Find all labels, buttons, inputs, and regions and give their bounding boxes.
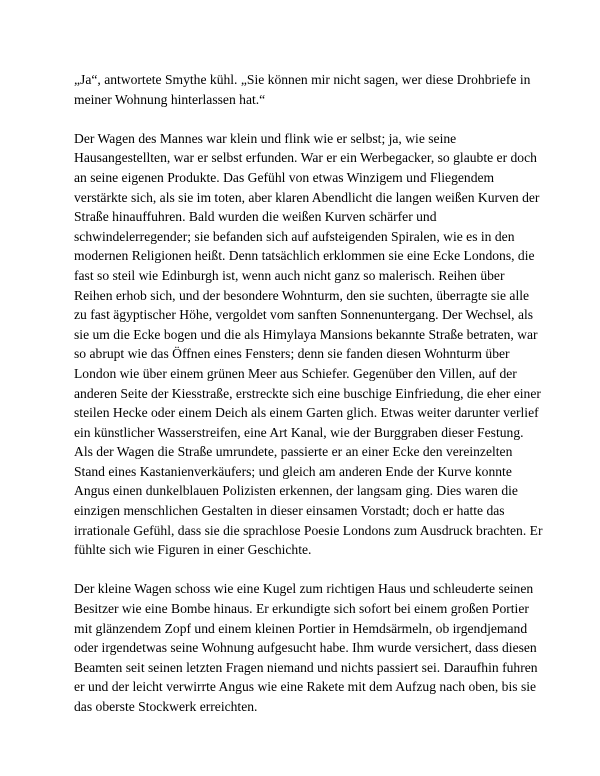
paragraph-dialogue: „Ja“, antwortete Smythe kühl. „Sie können mir nicht sagen, wer diese Drohbriefe in meiner Wohnung hinterlassen hat.“ <box>74 72 531 107</box>
document-page <box>74 70 544 736</box>
paragraph-drive: Der Wagen des Mannes war klein und flink wie er selbst; ja, wie seine Hausangestellten, war er selbst erfunden. War er ein Werbegacker, so glaubte er doch an seine eigenen Produkte. Das Gefühl von etwas Winzigem und Fliegendem verstärkte sich, als sie im toten, aber klaren Abendlicht die langen weißen Kurven der Straße hinauffuhren. Bald wurden die weißen Kurven schärfer und schwindelerregender; sie befanden sich auf aufsteigenden Spiralen, wie es in den modernen Religionen heißt. Denn tatsächlich erklommen sie eine Ecke Londons, die fast so steil wie Edinburgh ist, wenn auch nicht ganz so malerisch. Reihen über Reihen erhob sich, und der besondere Wohnturm, den sie suchten, überragte sie alle zu fast ägyptischer Höhe, vergoldet vom sanften Sonnenuntergang. Der Wechsel, als sie um die Ecke bogen und die als Himylaya Mansions bekannte Straße betraten, war so abrupt wie das Öffnen eines Fensters; denn sie fanden diesen Wohnturm über London wie über einem grünen Meer aus Schiefer. Gegenüber den Villen, auf der anderen Seite der Kiesstraße, erstreckte sich eine buschige Einfriedung, die eher einer steilen Hecke oder einem Deich als einem Garten glich. Etwas weiter darunter verlief ein künstlicher Wasserstreifen, eine Art Kanal, wie der Burggraben dieser Festung. Als der Wagen die Straße umrundete, passierte er an einer Ecke den vereinzelten Stand eines Kastanienverkäufers; und gleich am anderen Ende der Kurve konnte Angus einen dunkelblauen Polizisten erkennen, der langsam ging. Dies waren die einzigen menschlichen Gestalten in dieser einsamen Vorstadt; doch er hatte das irrationale Gefühl, dass sie die sprachlose Poesie Londons zum Ausdruck brachten. Er fühlte sich wie Figuren in einer Geschichte. <box>74 130 543 558</box>
paragraph-arrival: Der kleine Wagen schoss wie eine Kugel zum richtigen Haus und schleuderte seinen Besitzer wie eine Bombe hinaus. Er erkundigte sich sofort bei einem großen Portier mit glänzendem Zopf und einem kleinen Portier in Hemdsärmeln, ob irgendjemand oder irgendetwas seine Wohnung aufgesucht habe. Ihm wurde versichert, dass diesen Beamten seit seinen letzten Fragen niemand und nichts passiert sei. Daraufhin fuhren er und der leicht verwirrte Angus wie eine Rakete mit dem Aufzug nach oben, bis sie das oberste Stockwerk erreichten. <box>74 581 538 714</box>
